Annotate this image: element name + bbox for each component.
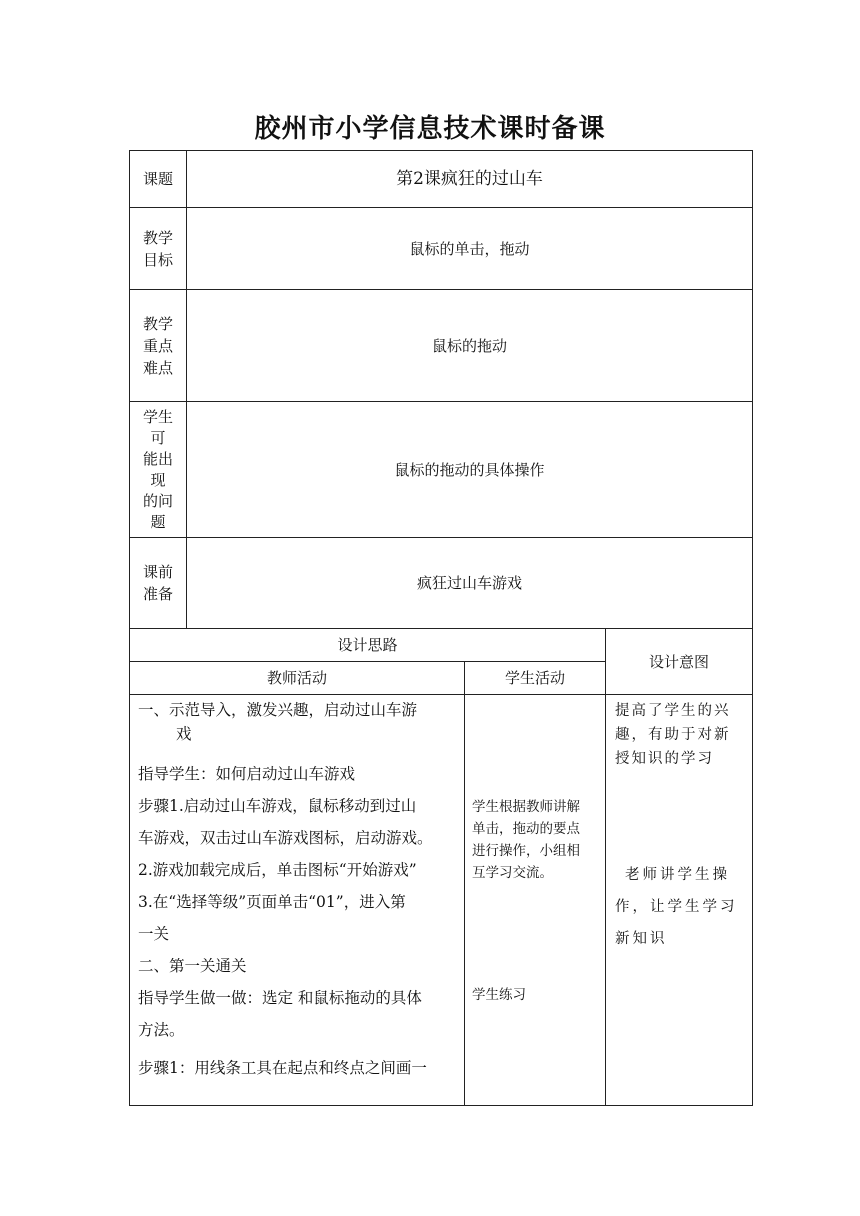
intent-line: 老师讲学生操 bbox=[625, 867, 730, 883]
lesson-plan-table bbox=[129, 150, 753, 1106]
teacher-line: 一关 bbox=[138, 925, 170, 943]
teacher-line: 一、示范导入，激发兴趣，启动过山车游 bbox=[138, 701, 418, 719]
teacher-activity-header: 教师活动 bbox=[266, 669, 327, 687]
row-value-objectives: 鼠标的单击，拖动 bbox=[409, 239, 530, 258]
row-label-preparation: 课前 准备 bbox=[142, 563, 173, 603]
intent-line: 作，让学生学习 bbox=[615, 899, 738, 915]
student-activity-header: 学生活动 bbox=[504, 669, 565, 687]
student-activity bbox=[472, 796, 602, 884]
teacher-line: 指导学生：如何启动过山车游戏 bbox=[138, 765, 356, 783]
student-practice bbox=[472, 984, 602, 1006]
teacher-line: 步骤1：用线条工具在起点和终点之间画一 bbox=[138, 1059, 427, 1077]
row-label-possible-problems: 学生 可 能出 现 的问 题 bbox=[142, 407, 173, 531]
design-intent bbox=[615, 699, 749, 771]
teacher-activity bbox=[138, 698, 462, 1084]
student-line: 进行操作，小组相 bbox=[472, 843, 580, 859]
row-label-topic: 课题 bbox=[142, 170, 173, 188]
intent-line: 趣，有助于对新 bbox=[615, 727, 731, 743]
design-intent-2 bbox=[615, 859, 749, 955]
teacher-line: 指导学生做一做：选定 和鼠标拖动的具体 bbox=[138, 989, 422, 1007]
teacher-line: 二、第一关通关 bbox=[138, 957, 247, 975]
student-line: 学生根据教师讲解 bbox=[472, 799, 580, 815]
intent-line: 授知识的学习 bbox=[615, 751, 714, 767]
row-value-topic: 第2课疯狂的过山车 bbox=[396, 169, 543, 189]
row-value-possible-problems: 鼠标的拖动的具体操作 bbox=[394, 460, 545, 479]
intent-header: 设计意图 bbox=[648, 652, 709, 671]
design-header: 设计思路 bbox=[337, 636, 398, 654]
row-value-preparation: 疯狂过山车游戏 bbox=[416, 574, 522, 592]
page-title: 胶州市小学信息技术课时备课 bbox=[254, 114, 606, 144]
student-line: 互学习交流。 bbox=[472, 865, 553, 881]
teacher-line: 3.在“选择等级”页面单击“01”，进入第 bbox=[138, 893, 406, 911]
row-label-objectives: 教学 目标 bbox=[142, 228, 173, 269]
student-line: 单击，拖动的要点 bbox=[472, 821, 580, 837]
intent-line: 提高了学生的兴 bbox=[615, 703, 731, 719]
teacher-line: 步骤1.启动过山车游戏，鼠标移动到过山 bbox=[138, 797, 417, 815]
teacher-line: 2.游戏加载完成后，单击图标“开始游戏” bbox=[138, 861, 417, 879]
student-line: 学生练习 bbox=[472, 987, 526, 1003]
row-value-key-points: 鼠标的拖动 bbox=[431, 336, 507, 355]
teacher-line: 方法。 bbox=[138, 1021, 185, 1039]
teacher-line: 车游戏，双击过山车游戏图标，启动游戏。 bbox=[138, 829, 433, 847]
teacher-line: 戏 bbox=[176, 725, 192, 743]
intent-line: 新知识 bbox=[615, 931, 668, 947]
row-label-key-points: 教学 重点 难点 bbox=[142, 314, 173, 377]
